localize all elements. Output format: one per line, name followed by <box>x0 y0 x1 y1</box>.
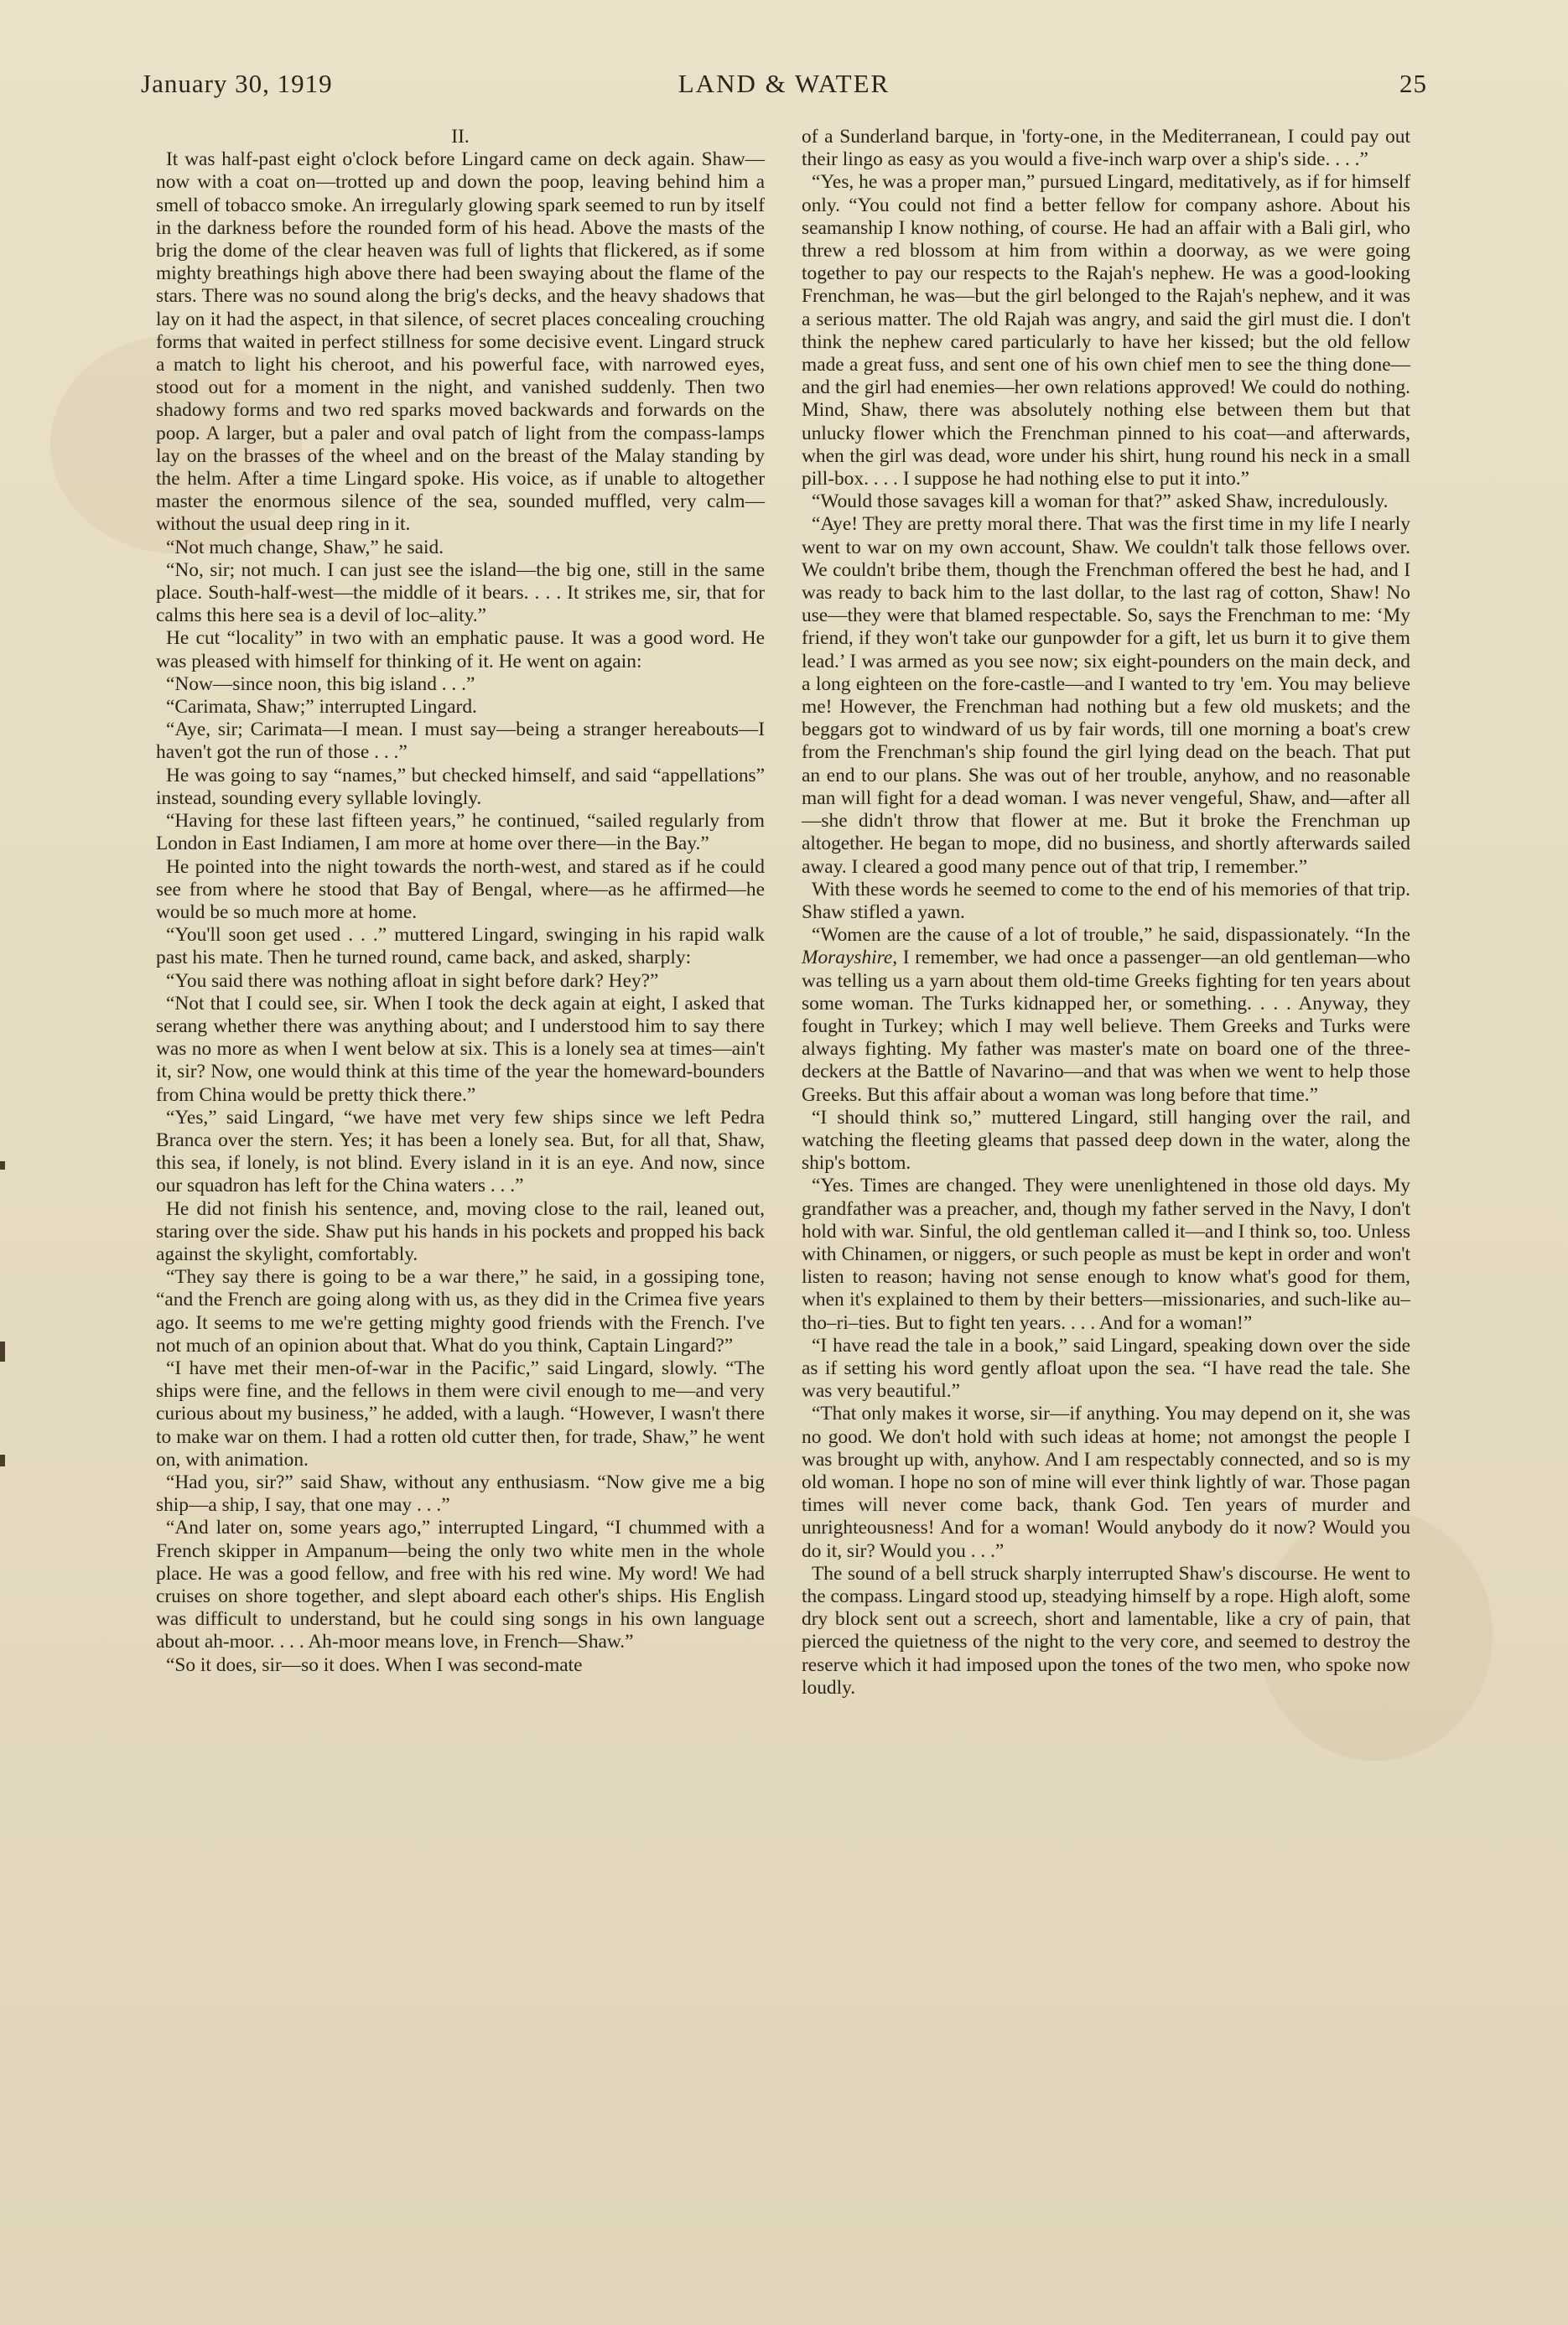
paragraph: “Would those savages kill a woman for that?” asked Shaw, incredulously. <box>812 490 1389 513</box>
paragraph: “Had you, sir?” said Shaw, without any enthusiasm. “Now give me a big ship—a ship, I say, that one may . . .” <box>156 1471 765 1517</box>
paragraph: “Aye, sir; Carimata—I mean. I must say—being a stranger hereabouts—I haven't got the run of those . . .” <box>156 719 765 764</box>
paragraph: “They say there is going to be a war there,” he said, in a gossiping tone, “and the French are going along with us, as they did in the Crimea five years ago. It seems to me we're getting mighty good friends with the French. I've not much of an opinion about that. What do you think, Captain Lingard?” <box>156 1266 765 1357</box>
article-columns <box>156 126 1410 2188</box>
page-number: 25 <box>1399 69 1427 98</box>
paragraph: He did not finish his sentence, and, moving close to the rail, leaned out, staring over the side. Shaw put his hands in his pockets and propped his back against the skylight, comfortably. <box>156 1197 765 1265</box>
section-number: II. <box>451 126 470 148</box>
paragraph: “I have read the tale in a book,” said Lingard, speaking down over the side as if setting his word gently afloat upon the sea. “I have read the tale. She was very beautiful.” <box>802 1334 1410 1403</box>
paragraph: “Now—since noon, this big island . . .” <box>166 672 475 695</box>
paragraph: “Yes. Times are changed. They were unenlightened in those old days. My grandfather was a preacher, and, though my father served in the Navy, I don't hold with war. Sinful, the old gentleman called it—and I think so, too. Unless with Chinamen, or niggers, or such people as must be kept in order and won't listen to reason; having not sense enough to know what's good for them, when it's explained to them by their betters—missionaries, and such-like au–tho–ri–ties. But to fight ten years. . . . And for a woman!” <box>802 1175 1410 1334</box>
paragraph: “I should think so,” muttered Lingard, still hanging over the rail, and watching the fleeting gleams that passed deep down in the water, along the ship's bottom. <box>802 1106 1410 1175</box>
ship-name: Morayshire <box>802 947 893 969</box>
paragraph: “Yes, he was a proper man,” pursued Lingard, meditatively, as if for himself only. “You could not find a better fellow for company ashore. About his seamanship I know nothing, of course. He had an affair with a Bali girl, who threw a red blossom at him from within a doorway, as we were going together to pay our respects to the Rajah's nephew. He was a good-looking Frenchman, he was—but the girl belonged to the Rajah's nephew, and it was a serious matter. The old Rajah was angry, and said the girl must die. I don't think the nephew cared particularly to have her kissed; but the old fellow made a great fuss, and sent one of his own chief men to see the thing done—and the girl had enemies—her own relations approved! We could do nothing. Mind, Shaw, there was absolutely nothing else between them but that unlucky flower which the Frenchman pinned to his coat—and afterwards, when the girl was dead, wore under his shirt, hung round his neck in a small pill-box. . . . I suppose he had nothing else to put it into.” <box>802 171 1410 490</box>
paragraph: “Carimata, Shaw;” interrupted Lingard. <box>166 696 477 719</box>
publication-title: LAND & WATER <box>678 69 890 98</box>
paragraph: He cut “locality” in two with an emphatic pause. It was a good word. He was pleased with himself for thinking of it. He went on again: <box>156 627 765 672</box>
paragraph: “Yes,” said Lingard, “we have met very few ships since we left Pedra Branca over the stern. Yes; it has been a lonely sea. But, for all that, Shaw, this sea, if lonely, is not blind. Every island in it is an eye. And now, since our squadron has left for the China waters . . .” <box>156 1106 765 1197</box>
paragraph: The sound of a bell struck sharply interrupted Shaw's discourse. He went to the compass. Lingard stood up, steadying himself by a rope. High aloft, some dry block sent out a screech, short and lamentable, like a cry of pain, that pierced the quietness of the night to the very core, and seemed to destroy the reserve which it had imposed upon the tones of the two men, who spoke now loudly. <box>802 1562 1410 1699</box>
paragraph: “Not much change, Shaw,” he said. <box>166 536 444 558</box>
paragraph: “That only makes it worse, sir—if anything. You may depend on it, she was no good. We don't hold with such ideas at home; not amongst the people I was brought up with, anyhow. And I am respectably connected, and so is my old woman. I hope no son of mine will ever think lightly of war. Those pagan times will never come back, thank God. Ten years of murder and unrighteousness! And for a woman! Would anybody do it now? Would you do it, sir? Would you . . .” <box>802 1403 1410 1562</box>
edge-mark <box>0 1342 5 1362</box>
paragraph: “You'll soon get used . . .” muttered Lingard, swinging in his rapid walk past his mate. Then he turned round, came back, and asked, sharply: <box>156 924 765 969</box>
paragraph: “And later on, some years ago,” interrupted Lingard, “I chummed with a French skipper in Ampanum—being the only two white men in the whole place. He was a good fellow, and free with his red wine. My word! We had cruises on shore together, and slept aboard each other's ships. His English was difficult to understand, but he could sing songs in his own language about ah-moor. . . . Ah-moor means love, in French—Shaw.” <box>156 1517 765 1653</box>
paragraph: of a Sunderland barque, in 'forty-one, in the Mediterranean, I could pay out their lingo as easy as you would a five-inch warp over a ship's side. . . .” <box>802 126 1410 171</box>
column-left <box>156 126 765 2188</box>
paragraph: “So it does, sir—so it does. When I was second-mate <box>166 1653 583 1676</box>
paragraph: “No, sir; not much. I can just see the island—the big one, still in the same place. South-half-west—the middle of it bears. . . . It strikes me, sir, that for calms this here sea is a devil of loc–ality.” <box>156 558 765 627</box>
paragraph: “Women are the cause of a lot of trouble,” he said, dispassionately. “In the Morayshire, I remember, we had once a passenger—an old gentleman—who was telling us a yarn about them old-time Greeks fighting for ten years about some woman. The Turks kidnapped her, or something. . . . Anyway, they fought in Turkey; which I may well believe. Them Greeks and Turks were always fighting. My father was master's mate on board one of the three-deckers at the Battle of Navarino—and that was when we went to help those Greeks. But this affair about a woman was long before that time.” <box>802 924 1410 1106</box>
edge-mark <box>0 1455 5 1466</box>
paragraph: “You said there was nothing afloat in sight before dark? Hey?” <box>166 969 659 992</box>
paragraph: “Having for these last fifteen years,” he continued, “sailed regularly from London in East Indiamen, I am more at home over there—in the Bay.” <box>156 810 765 855</box>
paragraph: It was half-past eight o'clock before Lingard came on deck again. Shaw—now with a coat on—trotted up and down the poop, leaving behind him a smell of tobacco smoke. An irregularly glowing spark seemed to run by itself in the darkness before the rounded form of his head. Above the masts of the brig the dome of the clear heaven was full of lights that flickered, as if some mighty breathings high above there had been swaying about the flame of the stars. There was no sound along the brig's decks, and the heavy shadows that lay on it had the aspect, in that silence, of secret places concealing crouching forms that waited in perfect stillness for some decisive event. Lingard struck a match to light his cheroot, and his powerful face, with narrowed eyes, stood out for a moment in the night, and vanished suddenly. Then two shadowy forms and two red sparks moved backwards and forwards on the poop. A larger, but a paler and oval patch of light from the compass-lamps lay on the brasses of the wheel and on the breast of the Malay standing by the helm. After a time Lingard spoke. His voice, as if unable to altogether master the enormous silence of the sea, sounded muffled, very calm—without the usual deep ring in it. <box>156 148 765 536</box>
column-right <box>802 126 1410 2188</box>
page-header <box>141 69 1427 111</box>
paragraph: He pointed into the night towards the north-west, and stared as if he could see from where he stood that Bay of Bengal, where—as he affirmed—he would be so much more at home. <box>156 855 765 923</box>
paragraph: He was going to say “names,” but checked himself, and said “appellations” instead, sounding every syllable lovingly. <box>156 764 765 809</box>
paragraph: “I have met their men-of-war in the Pacific,” said Lingard, slowly. “The ships were fine, and the fellows in them were civil enough to me—and very curious about my business,” he added, with a laugh. “However, I wasn't there to make war on them. I had a rotten old cutter then, for trade, Shaw,” he went on, with animation. <box>156 1357 765 1471</box>
edge-mark <box>0 1161 5 1170</box>
paragraph: With these words he seemed to come to the end of his memories of that trip. Shaw stifled a yawn. <box>802 878 1410 923</box>
issue-date: January 30, 1919 <box>141 69 333 98</box>
paragraph: “Aye! They are pretty moral there. That was the first time in my life I nearly went to war on my own account, Shaw. We couldn't talk those fellows over. We couldn't bribe them, though the Frenchman offered the best he had, and I was ready to back him to the last dollar, to the last rag of cotton, Shaw! No use—they were that blamed respectable. So, says the Frenchman to me: ‘My friend, if they won't take our gunpowder for a gift, let us burn it to give them lead.’ I was armed as you see now; six eight-pounders on the main deck, and a long eighteen on the fore-castle—and I wanted to try 'em. You may believe me! However, the Frenchman had nothing but a few old muskets; and the beggars got to windward of us by fair words, till one morning a boat's crew from the Frenchman's ship found the girl lying dead on the beach. That put an end to our plans. She was out of her trouble, anyhow, and no reasonable man will fight for a dead woman. I was never vengeful, Shaw, and—after all—she didn't throw that flower at me. But it broke the Frenchman up altogether. He began to mope, did no business, and shortly afterwards sailed away. I cleared a good many pence out of that trip, I remember.” <box>802 513 1410 878</box>
paragraph: “Not that I could see, sir. When I took the deck again at eight, I asked that serang whether there was anything about; and I understood him to say there was no more as when I went below at six. This is a lonely sea at times—ain't it, sir? Now, one would think at this time of the year the homeward-bounders from China would be pretty thick there.” <box>156 992 765 1106</box>
